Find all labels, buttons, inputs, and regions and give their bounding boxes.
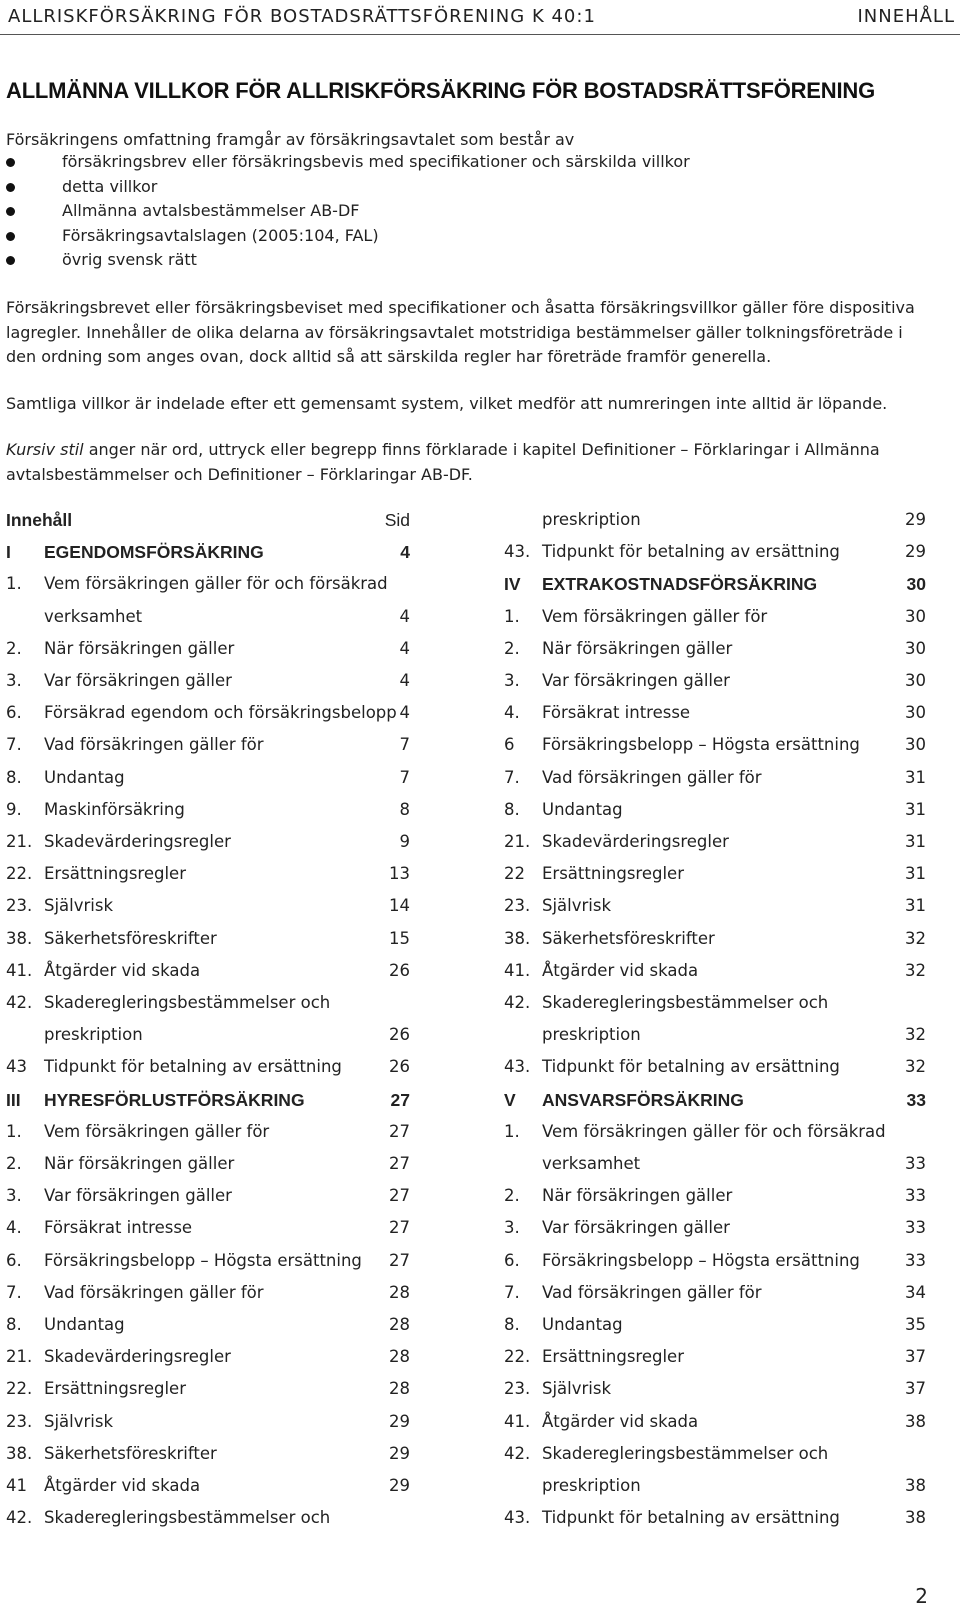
toc-page-number: 29 [905,542,926,562]
page-header [0,0,960,35]
toc-number: 23. [6,1411,33,1431]
toc-number: 21. [6,1347,33,1367]
toc-number: 6. [6,703,22,723]
toc-entry-text: Skaderegleringsbestämmelser och [44,993,331,1012]
toc-number: 42. [504,993,531,1012]
toc-number: 1. [6,574,22,594]
toc-number: 21. [504,832,531,851]
toc-page-number: 4 [399,671,410,690]
toc-row [504,1476,926,1500]
bullet-icon [6,207,15,216]
toc-row [504,1379,926,1403]
toc-page-number: 4 [399,606,410,626]
toc-entry-text: Vad försäkringen gäller för [542,767,762,787]
toc-number: 1. [504,606,520,626]
toc-entry-text: verksamhet [542,1154,641,1173]
toc-entry-text: Försäkringsbelopp – Högsta ersättning [542,1250,860,1270]
toc-row [6,800,410,824]
toc-page-number: 32 [905,960,926,980]
toc-row [504,1057,926,1081]
toc-row [6,1186,410,1210]
toc-row [504,703,926,727]
paragraph-precedence: Försäkringsbrevet eller försäkringsbeviset med specifikationer och åsatta försäkringsvillkor gäller före dispositiva lagregler. Innehåller de olika delarna av försäkringsavtalet motstridiga bestämmelser gäller tolkningsföreträde i den ordning som anges ovan, dock alltid så att särskilda regler har företräde framför generella. [6,298,915,366]
toc-number: 1. [504,1121,520,1141]
toc-number: 41. [504,1411,531,1431]
toc-entry-text: Självrisk [44,896,114,916]
toc-number: 6. [504,1250,520,1270]
toc-page-number: 28 [389,1282,410,1302]
bullet-text: Försäkringsavtalslagen (2005:104, FAL) [62,225,379,245]
toc-number: 6 [504,735,515,755]
toc-row [6,864,410,888]
toc-number: Innehåll [6,510,73,530]
toc-row [504,864,926,888]
paragraph-numbering: Samtliga villkor är indelade efter ett gemensamt system, vilket medför att numreringen inte alltid är löpande. [6,394,888,413]
toc-row [6,1283,410,1307]
toc-page-number: 26 [389,960,410,980]
toc-page-number: 37 [905,1379,926,1399]
toc-row [504,1508,926,1532]
toc-page-number: 32 [905,1057,926,1077]
toc-entry-text: preskription [44,1025,143,1045]
toc-row [504,542,926,566]
toc-page-number: 15 [389,928,410,948]
toc-entry-text: Vad försäkringen gäller för [44,1282,264,1302]
toc-number: 38. [6,928,33,948]
toc-number: 23. [504,1379,531,1399]
toc-number: V [504,1089,516,1110]
toc-entry-text: Skadevärderingsregler [542,832,729,851]
toc-entry-text: Åtgärder vid skada [542,960,699,980]
toc-entry-text: Självrisk [542,1379,612,1399]
toc-row [6,1090,410,1114]
toc-entry-text: Vem försäkringen gäller för [542,606,768,626]
toc-page-number: 27 [389,1121,410,1141]
toc-number: 8. [504,799,520,819]
paragraph-italic-note [6,438,926,487]
toc-page-number: 28 [389,1347,410,1367]
toc-entry-text: Ersättningsregler [542,1347,684,1367]
toc-entry-text: När försäkringen gäller [542,638,733,658]
toc-entry-text: Undantag [542,1315,623,1334]
bullet-item [6,250,690,275]
toc-entry-text: När försäkringen gäller [542,1186,733,1206]
header-section-title: INNEHÅLL [857,6,955,27]
toc-number: 22. [6,864,33,884]
toc-row [6,896,410,920]
toc-row [504,1089,926,1114]
toc-page-number: 37 [905,1347,926,1367]
toc-page-number: 33 [905,1186,926,1206]
toc-entry-text: När försäkringen gäller [44,638,235,658]
toc-row [504,767,926,792]
toc-entry-text: Skaderegleringsbestämmelser och [44,1508,331,1528]
toc-number: 6. [6,1250,22,1270]
toc-number: 3. [504,671,520,690]
toc-row [504,1315,926,1339]
toc-page-number: 4 [399,703,410,723]
toc-page-number: 8 [399,799,410,819]
toc-entry-text: Undantag [44,767,125,787]
bullet-text: Allmänna avtalsbestämmelser AB-DF [62,201,360,220]
toc-row [504,1122,908,1146]
toc-entry-text: Var försäkringen gäller [542,1218,730,1238]
toc-entry-text: Var försäkringen gäller [542,671,730,690]
toc-page-number: 31 [905,896,926,916]
toc-entry-text: Var försäkringen gäller [44,671,232,690]
toc-row [6,1251,410,1275]
toc-row [504,1218,926,1242]
header-document-title: ALLRISKFÖRSÄKRING FÖR BOSTADSRÄTTSFÖRENING K 40:1 [8,6,596,27]
toc-entry-text: Försäkrat intresse [44,1218,193,1238]
toc-page-number: 34 [905,1282,926,1302]
toc-page-number: 30 [905,735,926,755]
toc-number: 41 [6,1476,27,1495]
toc-entry-text: preskription [542,510,641,529]
toc-number: 8. [504,1315,520,1334]
toc-number: 38. [6,1443,33,1463]
toc-row [6,1315,410,1339]
toc-row [504,993,908,1017]
toc-number: 3. [504,1218,520,1238]
toc-page-number: 27 [390,1089,410,1110]
toc-number: 4. [6,1218,22,1238]
toc-entry-text: Säkerhetsföreskrifter [44,1443,217,1463]
toc-entry-text: Var försäkringen gäller [44,1186,232,1206]
bullet-text: försäkringsbrev eller försäkringsbevis med specifikationer och särskilda villkor [62,152,690,171]
toc-entry-text: Säkerhetsföreskrifter [542,928,715,948]
toc-row [504,638,926,663]
bullet-icon [6,158,15,167]
toc-row [504,1411,926,1436]
toc-number: 9. [6,799,22,819]
toc-row [6,1154,410,1178]
toc-row [6,993,410,1017]
toc-number: 42. [504,1443,531,1463]
toc-number: 7. [6,1282,22,1302]
toc-page-number: 30 [905,638,926,658]
toc-page-number: 27 [389,1154,410,1173]
bullet-item [6,226,690,251]
toc-page-number: 35 [905,1315,926,1334]
toc-page-number: 28 [389,1379,410,1399]
toc-row [6,768,410,792]
toc-number: 41. [6,960,33,980]
toc-page-number: 26 [389,1025,410,1045]
toc-entry-text: Ersättningsregler [44,1379,186,1399]
bullet-item [6,201,690,226]
toc-row [6,1412,410,1436]
toc-page-number: 30 [905,703,926,723]
toc-entry-text: Åtgärder vid skada [542,1411,699,1431]
toc-row [6,671,410,695]
toc-number: 42. [6,1508,33,1528]
toc-entry-text: Skadevärderingsregler [44,1347,231,1367]
toc-page-number: 30 [905,606,926,626]
toc-row [6,961,410,985]
toc-row [504,1186,926,1210]
toc-row [6,1057,410,1081]
toc-row [504,574,926,598]
toc-page-number: 29 [905,510,926,529]
toc-page-number: 33 [906,1089,926,1110]
toc-entry-text: ANSVARSFÖRSÄKRING [542,1089,744,1110]
toc-number: I [6,542,11,563]
bullet-icon [6,232,15,241]
toc-entry-text: Försäkringsbelopp – Högsta ersättning [542,735,860,755]
toc-page-number: 14 [389,896,410,916]
toc-number: 43. [504,542,531,562]
toc-entry-text: Skaderegleringsbestämmelser och [542,993,829,1012]
toc-page-number: Sid [384,510,410,530]
toc-number: 43. [504,1508,531,1528]
toc-number: 38. [504,928,531,948]
toc-row [504,671,926,695]
toc-page-number: 13 [389,864,410,884]
toc-entry-text: Skaderegleringsbestämmelser och [542,1443,829,1463]
toc-page-number: 9 [399,832,410,851]
toc-entry-text: Försäkrat intresse [542,703,691,723]
toc-entry-text: När försäkringen gäller [44,1154,235,1173]
toc-entry-text: Åtgärder vid skada [44,960,201,980]
toc-row [504,896,926,920]
toc-page-number: 29 [389,1411,410,1431]
toc-row [504,928,926,953]
toc-row [6,1379,410,1403]
toc-row [6,1444,410,1468]
toc-page-number: 30 [905,671,926,690]
toc-row [504,606,926,631]
toc-row [6,929,410,953]
toc-row [6,735,410,759]
toc-number: 43. [504,1057,531,1077]
toc-number: 7. [6,735,22,755]
intro-text: Försäkringens omfattning framgår av försäkringsavtalet som består av [6,130,575,149]
toc-row [6,1025,410,1049]
toc-number: 2. [504,1186,520,1206]
toc-left-column [6,510,410,1550]
toc-entry-text: verksamhet [44,606,143,626]
toc-row [6,703,410,727]
toc-page-number: 33 [905,1154,926,1173]
toc-page-number: 4 [399,638,410,658]
toc-row [504,1444,908,1468]
toc-row [504,1282,926,1307]
toc-number: 22 [504,864,525,884]
toc-page-number: 26 [389,1057,410,1077]
toc-page-number: 33 [905,1250,926,1270]
toc-row [6,1218,410,1242]
page-title: ALLMÄNNA VILLKOR FÖR ALLRISKFÖRSÄKRING FÖR BOSTADSRÄTTSFÖRENING [6,78,875,103]
toc-page-number: 38 [905,1476,926,1495]
toc-entry-text: Säkerhetsföreskrifter [44,928,217,948]
toc-page-number: 32 [905,1025,926,1045]
toc-page-number: 31 [905,799,926,819]
bullet-list [6,152,690,275]
bullet-text: övrig svensk rätt [62,250,197,269]
toc-page-number: 29 [389,1476,410,1495]
toc-entry-text: HYRESFÖRLUSTFÖRSÄKRING [44,1089,305,1110]
toc-number: 4. [504,703,520,723]
toc-number: 7. [504,767,520,787]
toc-page-number: 7 [399,767,410,787]
toc-number: 8. [6,1315,22,1334]
toc-entry-text: Självrisk [542,896,612,916]
toc-number: 23. [504,896,531,916]
toc-number: 2. [504,638,520,658]
toc-row [504,960,926,985]
toc-row [504,735,926,759]
toc-right-column [504,510,926,1550]
toc-entry-text: EGENDOMSFÖRSÄKRING [44,542,264,563]
toc-number: 22. [6,1379,33,1399]
toc-number: 8. [6,767,22,787]
toc-page-number: 27 [389,1218,410,1238]
toc-number: 22. [504,1347,531,1367]
toc-page-number: 31 [905,864,926,884]
italic-term: Kursiv stil [6,440,84,459]
toc-row [504,1154,926,1178]
toc-entry-text: preskription [542,1025,641,1045]
toc-row [504,1250,926,1275]
toc-row [6,542,410,566]
toc-number: 41. [504,960,531,980]
toc-entry-text: Tidpunkt för betalning av ersättning [542,542,840,562]
toc-page-number: 31 [905,832,926,851]
toc-number: 3. [6,671,22,690]
bullet-icon [6,183,15,192]
toc-page-number: 27 [389,1186,410,1206]
toc-row [6,607,410,631]
toc-number: 21. [6,832,33,851]
bullet-item [6,177,690,202]
toc-entry-text: Undantag [44,1315,125,1334]
toc-entry-text: Försäkringsbelopp – Högsta ersättning [44,1250,362,1270]
toc-row [504,1347,926,1371]
toc-row [6,1347,410,1371]
toc-page-number: 32 [905,928,926,948]
bullet-text: detta villkor [62,176,158,196]
toc-number: 7. [504,1282,520,1302]
toc-entry-text: Tidpunkt för betalning av ersättning [542,1508,840,1528]
toc-row [6,1508,410,1532]
toc-entry-text: Vem försäkringen gäller för [44,1121,270,1141]
toc-entry-text: EXTRAKOSTNADSFÖRSÄKRING [542,574,818,595]
toc-number: 1. [6,1121,22,1141]
toc-page-number: 4 [400,542,410,563]
toc-entry-text: Ersättningsregler [542,864,684,884]
toc-row [6,1122,410,1146]
toc-number: 2. [6,1154,22,1173]
bullet-item [6,152,690,177]
toc-number: 43 [6,1057,27,1077]
toc-entry-text: Självrisk [44,1411,114,1431]
toc-page-number: 29 [389,1443,410,1463]
toc-row [504,832,926,856]
toc-entry-text: Ersättningsregler [44,864,186,884]
toc-page-number: 7 [399,735,410,755]
toc-number: 3. [6,1186,22,1206]
toc-entry-text: preskription [542,1476,641,1495]
italic-note-text: anger när ord, uttryck eller begrepp finns förklarade i kapitel Definitioner – Förklaringar i Allmänna avtalsbestämmelser och Definitioner – Förklaringar AB-DF. [6,440,880,484]
toc-number: 23. [6,896,33,916]
toc-entry-text: Vad försäkringen gäller för [542,1282,762,1302]
toc-entry-text: Tidpunkt för betalning av ersättning [542,1057,840,1077]
toc-entry-text: Maskinförsäkring [44,799,185,819]
toc-page-number: 33 [905,1218,926,1238]
toc-row [6,574,410,598]
toc-number: III [6,1089,21,1110]
toc-page-number: 38 [905,1508,926,1528]
toc-entry-text: Vem försäkringen gäller för och försäkrad [44,574,388,594]
toc-entry-text: Undantag [542,799,623,819]
toc-entry-text: Åtgärder vid skada [44,1476,201,1495]
toc-entry-text: Skadevärderingsregler [44,832,231,851]
toc-entry-text: Tidpunkt för betalning av ersättning [44,1057,342,1077]
toc-row [6,832,410,856]
page-number: 2 [915,1584,928,1608]
toc-page-number: 38 [905,1411,926,1431]
toc-entry-text: Vem försäkringen gäller för och försäkrad [542,1121,886,1141]
toc-row [6,510,410,534]
toc-page-number: 28 [389,1315,410,1334]
toc-entry-text: Försäkrad egendom och försäkringsbelopp [44,703,397,723]
toc-entry-text: Vad försäkringen gäller för [44,735,264,755]
toc-page-number: 30 [906,574,926,595]
toc-number: IV [504,574,521,595]
toc-number: 2. [6,638,22,658]
bullet-icon [6,256,15,265]
toc-row [504,799,926,824]
toc-row [6,1476,410,1500]
toc-row [504,1025,926,1049]
toc-row [6,639,410,663]
toc-row [504,510,926,534]
toc-number: 42. [6,993,33,1012]
toc-page-number: 31 [905,767,926,787]
toc-page-number: 27 [389,1250,410,1270]
